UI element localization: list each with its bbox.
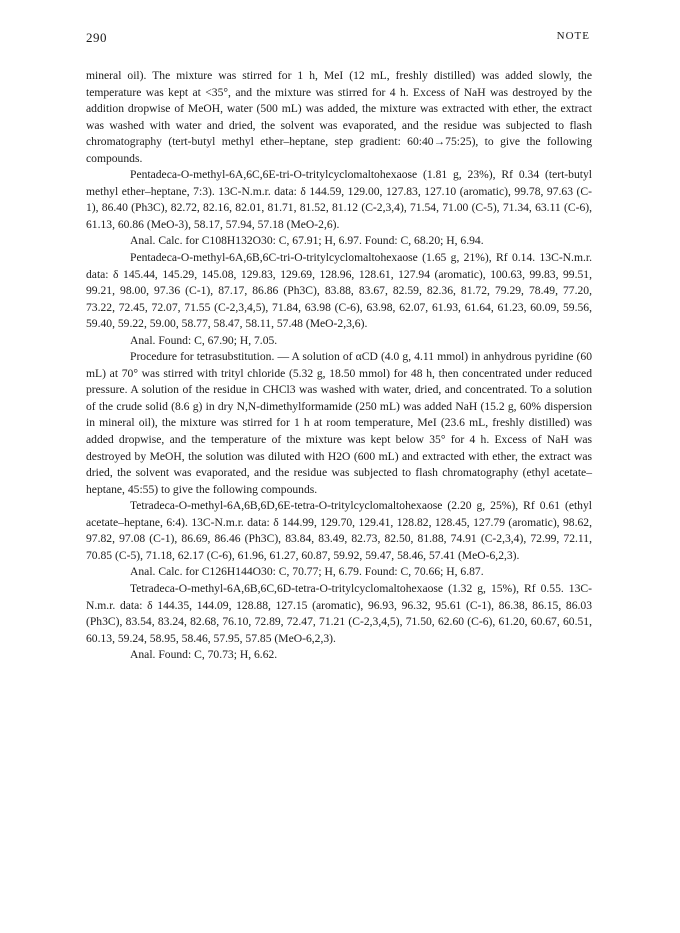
running-head: NOTE — [556, 30, 590, 42]
paragraph-analysis-1: Anal. Calc. for C108H132O30: C, 67.91; H, 6.97. Found: C, 68.20; H, 6.94. — [130, 234, 484, 248]
paragraph-methylation-continued: mineral oil). The mixture was stirred for 1 h, MeI (12 mL, freshly distilled) was added slowly, the temperature was kept at <35°, and the mixture was stirred for 4 h. Excess of NaH was destroyed by the addition dropwise of MeOH, water (500 mL) was added, the mixture was extracted with ether, the extract was washed with water and dried, the solvent was evaporated, and the residue was subjected to flash chromatography (tert-butyl methyl ether–heptane, step gradient: 60:40→75:25), to give the following compounds. — [86, 69, 592, 165]
paragraph-compound-abcd-trityl: Tetradeca-O-methyl-6A,6B,6C,6D-tetra-O-tritylcyclomaltohexaose (1.32 g, 15%), Rf 0.55. 13C-N.m.r. data: δ 144.35, 144.09, 128.88, 127.15 (aromatic), 96.93, 96.32, 95.61 (C-1), 86.38, 86.15, 86.03 (Ph3C), 83.54, 83.24, 82.68, 76.10, 72.89, 72.47, 71.21 (C-2,3,4,5), 71.50, 62.60 (C-6), 61.20, 60.67, 60.51, 60.13, 59.24, 58.95, 58.46, 57.95, 57.85 (MeO-6,2,3). — [86, 581, 592, 645]
paragraph-analysis-3: Anal. Calc. for C126H144O30: C, 70.77; H, 6.79. Found: C, 70.66; H, 6.87. — [130, 565, 484, 579]
paragraph-compound-ace-trityl: Pentadeca-O-methyl-6A,6C,6E-tri-O-tritylcyclomaltohexaose (1.81 g, 23%), Rf 0.34 (tert-butyl methyl ether–heptane, 7:3). 13C-N.m.r. data: δ 144.59, 129.00, 127.83, 127.10 (aromatic), 99.78, 97.63 (C-1), 86.40 (Ph3C), 82.72, 82.16, 82.01, 81.71, 81.52, 81.12 (C-2,3,4), 71.54, 71.00 (C-5), 71.34, 63.11 (C-6), 61.13, 60.86 (MeO-3), 58.17, 57.94, 57.18 (MeO-2,6). — [86, 168, 592, 231]
paragraph-analysis-2: Anal. Found: C, 67.90; H, 7.05. — [130, 333, 278, 347]
paragraph-tetrasubstitution-procedure: Procedure for tetrasubstitution. — A solution of αCD (4.0 g, 4.11 mmol) in anhydrous pyridine (60 mL) at 70° was stirred with trityl chloride (5.32 g, 18.50 mmol) for 48 h, then concentrated under reduced pressure. A solution of the residue in CHCl3 was washed with water, dried, and concentrated. To a solution of the crude solid (8.6 g) in dry N,N-dimethylformamide (250 mL) was added NaH (15.2 g, 60% dispersion in mineral oil), the mixture was stirred for 1 h at room temperature, MeI (23.6 mL, freshly distilled) was added dropwise, and the temperature of the mixture was kept below 35° for 4 h. Excess of NaH was destroyed by MeOH, the solution was diluted with H2O (600 mL) and extracted with ether, the extract was dried, the solvent was evaporated, and the residue was subjected to flash chromatography (ethyl acetate–heptane, 45:55) to give the following compounds. — [86, 350, 592, 496]
paragraph-compound-abc-trityl: Pentadeca-O-methyl-6A,6B,6C-tri-O-tritylcyclomaltohexaose (1.65 g, 21%), Rf 0.14. 13C-N.m.r. data: δ 145.44, 145.29, 145.08, 129.83, 129.69, 128.96, 128.61, 127.94 (aromatic), 100.63, 99.83, 99.51, 99.21, 98.00, 97.36 (C-1), 87.17, 86.86 (Ph3C), 83.88, 83.67, 82.59, 82.36, 81.72, 79.29, 78.49, 77.20, 73.22, 72.45, 72.07, 71.55 (C-2,3,4,5), 71.84, 63.98 (C-6), 63.98, 62.07, 61.93, 61.64, 61.23, 60.09, 59.56, 59.40, 59.22, 59.00, 58.77, 58.47, 58.11, 57.48 (MeO-2,3,6). — [86, 251, 592, 331]
page-number: 290 — [86, 30, 107, 45]
body-text — [86, 68, 592, 664]
paragraph-analysis-4: Anal. Found: C, 70.73; H, 6.62. — [130, 648, 278, 662]
paragraph-compound-abde-trityl: Tetradeca-O-methyl-6A,6B,6D,6E-tetra-O-tritylcyclomaltohexaose (2.20 g, 25%), Rf 0.61 (ethyl acetate–heptane, 6:4). 13C-N.m.r. data: δ 144.99, 129.70, 129.41, 128.82, 128.45, 127.79 (aromatic), 98.62, 97.82, 97.08 (C-1), 86.69, 86.46 (Ph3C), 83.84, 83.49, 82.73, 82.50, 81.88, 74.91 (C-2,3,4), 72.99, 72.11, 70.85 (C-5), 71.18, 62.17 (C-6), 61.96, 61.27, 60.87, 59.92, 59.47, 58.46, 57.41 (MeO-6,2,3). — [86, 499, 592, 562]
